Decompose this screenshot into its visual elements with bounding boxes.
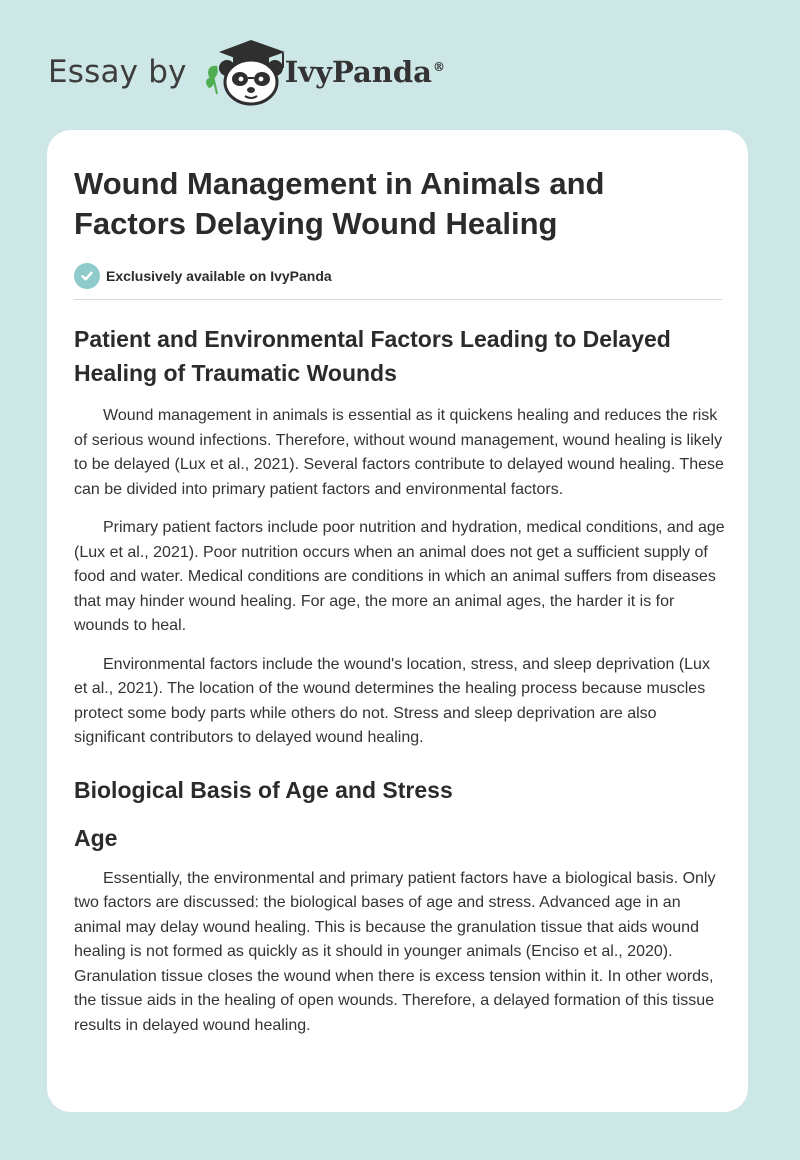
paragraph: Primary patient factors include poor nutrition and hydration, medical conditions, and age (Lux et al., 2021). Poor nutrition occurs when an animal does not get a sufficient supply of food and water. Medical conditions are conditions in which an animal suffers from diseases that may hinder wound healing. For age, the more an animal ages, the harder it is for wounds to heal. [74,519,725,634]
paragraph: Wound management in animals is essential as it quickens healing and reduces the risk of serious wound infections. Therefore, without wound management, wound healing is likely to be delayed (Lux et al., 2021). Several factors contribute to delayed wound healing. These can be divided into primary patient factors and environmental factors. [74,407,724,498]
brand-prefix: Essay by [48,54,187,90]
paragraph: Environmental factors include the wound's location, stress, and sleep deprivation (Lux et al., 2021). The location of the wound determines the healing process because muscles protect some body parts while others do not. Stress and sleep deprivation are also significant contributors to delayed wound healing. [74,655,710,746]
brand-name[interactable]: IvyPanda® [284,55,445,89]
section-heading-factors: Patient and Environmental Factors Leading to Delayed Healing of Traumatic Wounds [74,326,671,386]
essay-title: Wound Management in Animals and Factors Delaying Wound Healing [74,166,605,241]
section-heading-biological-basis: Biological Basis of Age and Stress [74,776,453,803]
exclusive-label: Exclusively available on IvyPanda [106,268,332,284]
exclusive-badge [74,262,722,290]
panda-logo-icon [203,36,291,108]
title-divider [74,299,722,300]
site-header [48,36,445,108]
paragraph: Essentially, the environmental and primary patient factors have a biological basis. Only two factors are discussed: the biological bases of age and stress. Advanced age in an animal may delay wound healing. This is because the granulation tissue that aids wound healing is not formed as quickly as it should in younger animals (Enciso et al., 2020). Granulation tissue closes the wound when there is excess tension within it. In other words, the tissue aids in the healing of open wounds. Therefore, a delayed formation of this tissue results in delayed wound healing. [74,869,716,1034]
essay-card [47,130,748,1112]
check-circle-icon [74,263,100,289]
registered-mark: ® [432,60,445,75]
subsection-heading-age: Age [74,824,118,851]
